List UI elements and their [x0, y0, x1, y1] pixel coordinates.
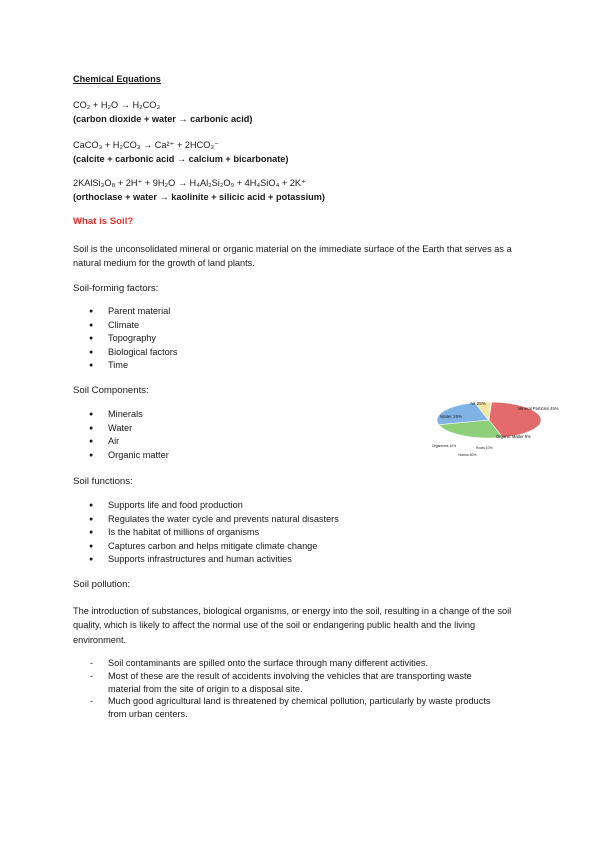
- equations-title: Chemical Equations: [73, 74, 161, 84]
- pollution-section: [73, 578, 533, 592]
- functions-list: [73, 499, 533, 567]
- equation-2: [73, 138, 533, 166]
- factors-list-block: [73, 305, 533, 373]
- pollution-list: [73, 657, 503, 721]
- list-item: ● Supports infrastructures and human activities: [73, 553, 533, 567]
- list-item: ● Climate: [73, 319, 533, 333]
- list-item: ● Organic matter: [73, 449, 403, 463]
- list-item: - Soil contaminants are spilled onto the surface through many different activities.: [73, 657, 503, 670]
- list-item: - Much good agricultural land is threatened by chemical pollution, particularly by waste products from urban centers.: [73, 695, 503, 721]
- factors-section: [73, 282, 533, 296]
- soil-definition: Soil is the unconsolidated mineral or organic material on the immediate surface of the Earth that serves as a natural medium for the growth of land plants.: [73, 244, 512, 269]
- list-item: ● Parent material: [73, 305, 533, 319]
- list-item: ● Water: [73, 422, 403, 436]
- components-list-block: [73, 408, 403, 462]
- equation-description: (carbon dioxide + water → carbonic acid): [73, 114, 253, 124]
- list-item: ● Air: [73, 435, 403, 449]
- equation-3: [73, 176, 533, 204]
- list-item: ● Topography: [73, 332, 533, 346]
- pollution-definition-block: [73, 604, 528, 647]
- list-item: ● Biological factors: [73, 346, 533, 360]
- equation-description: (orthoclase + water → kaolinite + silicic acid + potassium): [73, 192, 325, 202]
- list-item: - Most of these are the result of accidents involving the vehicles that are transporting waste material from the site of origin to a disposal site.: [73, 670, 503, 696]
- list-item: ● Captures carbon and helps mitigate climate change: [73, 540, 533, 554]
- functions-title: Soil functions:: [73, 476, 133, 487]
- label-organic: Organic Matter 5%: [496, 434, 531, 439]
- list-item: ● Regulates the water cycle and prevents natural disasters: [73, 513, 533, 527]
- equation-formula: 2KAlSi₃O₈ + 2H⁺ + 9H₂O → H₄Al₂Si₂O₉ + 4H₄SiO₄ + 2K⁺: [73, 178, 306, 188]
- list-item: ● Time: [73, 359, 533, 373]
- components-list: [73, 408, 403, 462]
- list-item: ● Supports life and food production: [73, 499, 533, 513]
- equation-formula: CO₂ + H₂O → H₂CO₃: [73, 100, 161, 110]
- soil-heading: What is Soil?: [73, 216, 134, 227]
- functions-section: [73, 475, 533, 489]
- label-mineral: Mineral Particles 45%: [518, 406, 559, 411]
- functions-list-block: [73, 499, 533, 567]
- label-humus: Humus 80%: [458, 453, 477, 457]
- components-title: Soil Components:: [73, 385, 149, 396]
- label-organisms: Organisms 10%: [432, 444, 457, 448]
- pollution-title: Soil pollution:: [73, 579, 131, 590]
- equation-formula: CaCO₃ + H₂CO₃ → Ca²⁺ + 2HCO₃⁻: [73, 140, 219, 150]
- soil-composition-pie-chart: [432, 393, 559, 463]
- pollution-definition: The introduction of substances, biological organisms, or energy into the soil, resulting in a change of the soil quality, which is likely to affect the normal use of the soil or endangering public health and the living environment.: [73, 606, 512, 645]
- factors-title: Soil-forming factors:: [73, 283, 159, 294]
- equation-1: [73, 98, 533, 126]
- label-roots: Roots 10%: [476, 446, 493, 450]
- soil-heading-block: [73, 215, 533, 229]
- factors-list: [73, 305, 533, 373]
- equation-description: (calcite + carbonic acid → calcium + bicarbonate): [73, 154, 289, 164]
- label-air: Air 25%: [470, 401, 486, 406]
- list-item: ● Is the habitat of millions of organisms: [73, 526, 533, 540]
- soil-definition-block: [73, 242, 523, 271]
- pollution-list-block: [73, 657, 503, 721]
- equations-section: [73, 72, 533, 86]
- label-water: Water 25%: [440, 414, 463, 419]
- list-item: ● Minerals: [73, 408, 403, 422]
